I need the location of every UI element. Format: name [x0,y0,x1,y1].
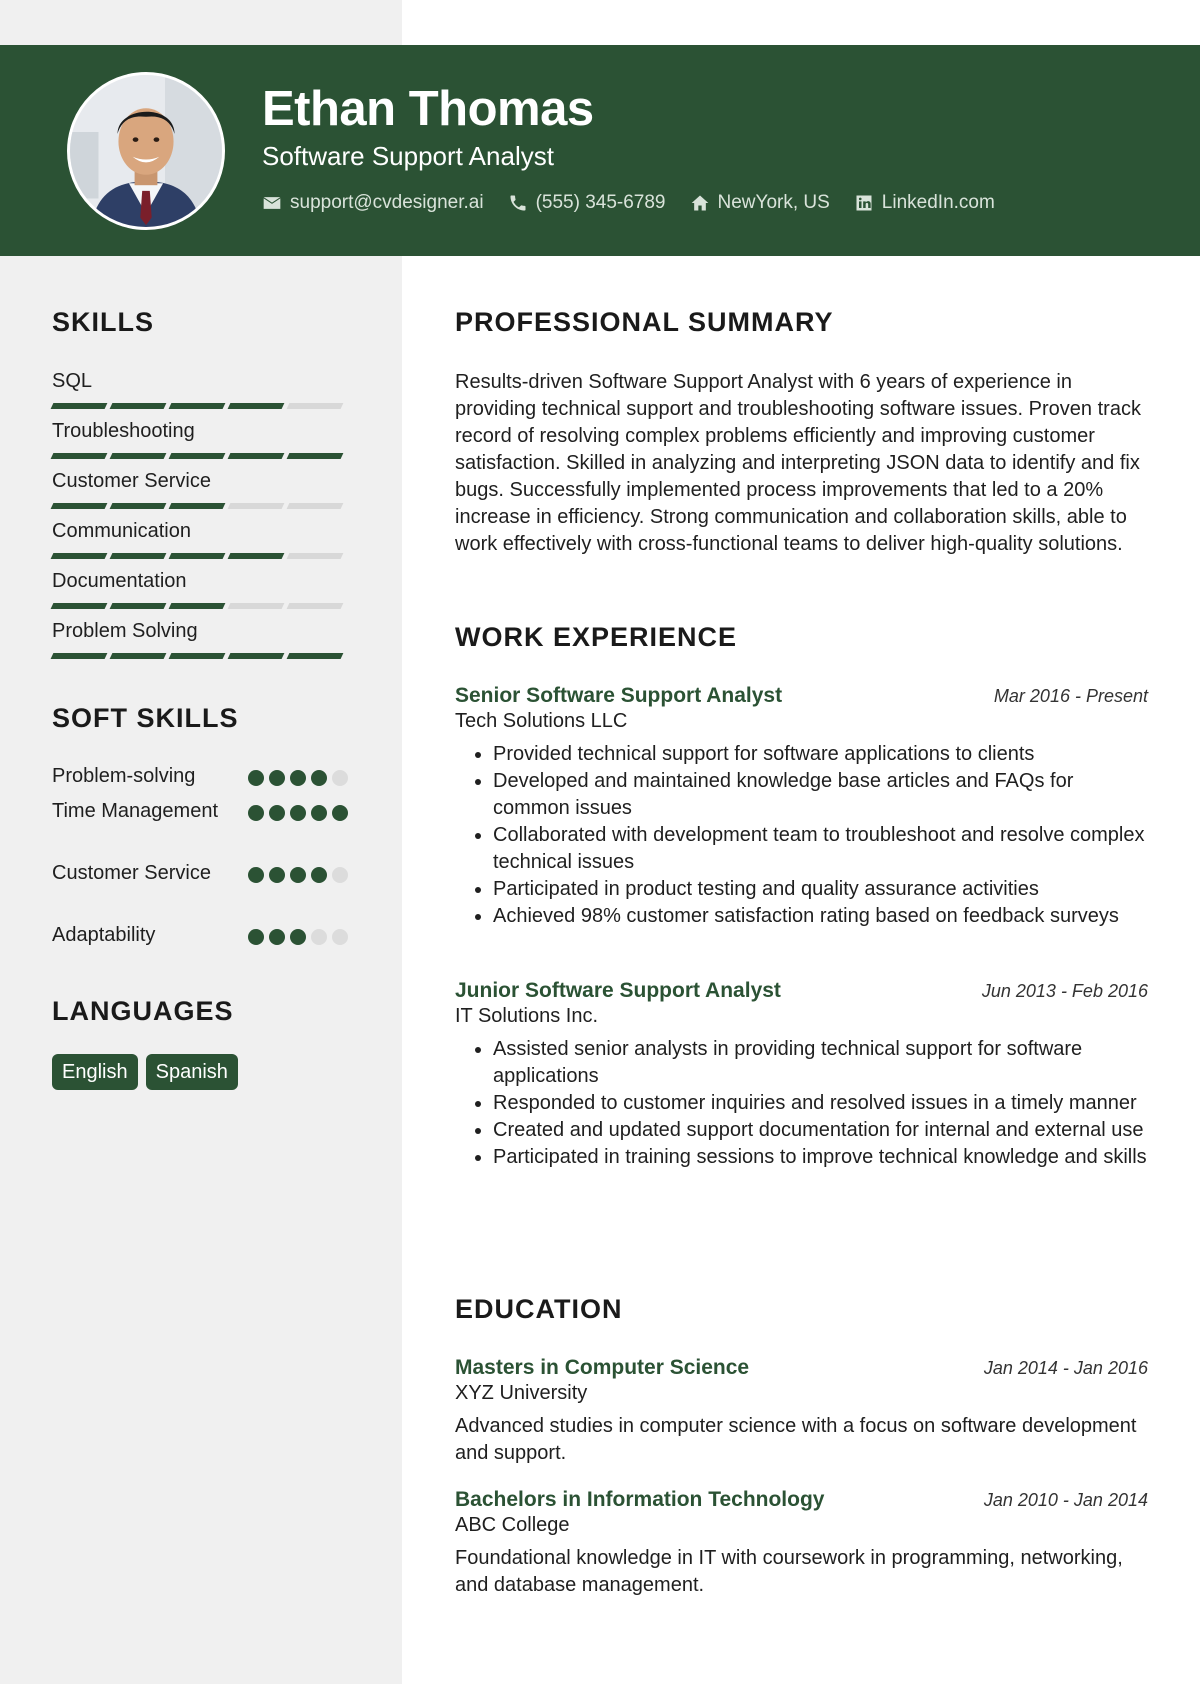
job-header [455,684,1148,708]
job-company: Tech Solutions LLC [455,710,628,732]
job-bullet: • Created and updated support documentation for internal and external use [493,1117,1148,1144]
soft-skill-label: Time Management [52,800,218,822]
skill-bar-empty [287,603,344,609]
skill-bar-filled [110,553,167,559]
education-dates: Jan 2010 - Jan 2014 [983,1490,1148,1510]
skill-bar-filled [110,653,167,659]
skill-level-bars [52,453,348,459]
skill-item [52,369,348,419]
skill-bar-empty [287,553,344,559]
rating-dot-filled [248,929,264,945]
education-dates: Jan 2014 - Jan 2016 [983,1358,1148,1378]
contact-email[interactable] [262,192,484,214]
job-dates: Mar 2016 - Present [993,686,1148,706]
rating-dot-filled [269,805,285,821]
rating-dot-filled [290,805,306,821]
job-bullets [455,741,1148,930]
rating-dot-filled [290,770,306,786]
skill-bar-filled [51,553,108,559]
contact-linkedin-text: LinkedIn.com [881,192,995,213]
education-entry [455,1356,1148,1467]
job-entry [455,684,1148,930]
job-bullets [455,1036,1148,1171]
skill-bar-filled [228,403,285,409]
soft-skill-level-dots [248,929,348,945]
envelope-icon [262,193,282,213]
education-degree: Bachelors in Information Technology [455,1488,825,1511]
skills-list [52,369,348,669]
soft-skill-item [52,798,348,860]
rating-dot-empty [332,867,348,883]
summary-title: PROFESSIONAL SUMMARY [455,307,834,337]
skill-level-bars [52,553,348,559]
skill-item [52,419,348,469]
skill-bar-filled [110,403,167,409]
skill-bar-filled [169,553,226,559]
soft-skill-item [52,860,348,922]
job-title: Junior Software Support Analyst [455,979,781,1002]
rating-dot-filled [269,770,285,786]
skill-bar-filled [110,503,167,509]
experience-title: WORK EXPERIENCE [455,622,738,652]
home-icon [690,193,710,213]
education-header [455,1356,1148,1380]
person-portrait-icon [70,75,222,227]
skill-bar-filled [51,453,108,459]
skill-bar-filled [169,403,226,409]
skill-bar-empty [228,603,285,609]
skill-bar-filled [169,503,226,509]
languages-list [52,1054,348,1090]
education-title: EDUCATION [455,1294,623,1324]
rating-dot-filled [248,805,264,821]
education-school: XYZ University [455,1382,588,1404]
contact-phone-text: (555) 345-6789 [535,192,666,213]
skill-bar-filled [51,653,108,659]
language-badge: English [52,1054,138,1090]
soft-skill-item [52,763,348,798]
skill-label: Communication [52,520,191,542]
job-bullet: • Provided technical support for software applications to clients [493,741,1148,768]
job-header [455,979,1148,1003]
skill-level-bars [52,603,348,609]
soft-skill-label: Customer Service [52,862,211,884]
rating-dot-filled [269,867,285,883]
education-section [455,1294,1148,1325]
summary-section [455,307,1148,338]
education-degree: Masters in Computer Science [455,1356,750,1379]
job-company: IT Solutions Inc. [455,1005,599,1027]
skill-bar-filled [51,403,108,409]
rating-dot-empty [311,929,327,945]
rating-dot-filled [290,867,306,883]
skill-bar-filled [169,453,226,459]
job-title: Senior Software Support Analyst [455,684,783,707]
phone-icon [508,193,528,213]
rating-dot-filled [311,770,327,786]
education-description: Advanced studies in computer science with a focus on software development and support. [455,1415,1137,1464]
contact-linkedin[interactable] [854,192,995,214]
rating-dot-empty [332,929,348,945]
education-header [455,1488,1148,1512]
soft-skills-title: SOFT SKILLS [52,703,239,733]
skill-bar-filled [110,603,167,609]
rating-dot-filled [269,929,285,945]
skill-label: SQL [52,370,93,392]
soft-skills-list [52,763,348,957]
language-badge: Spanish [146,1054,238,1090]
skill-level-bars [52,403,348,409]
contact-email-text: support@cvdesigner.ai [290,192,484,213]
education-entry [455,1488,1148,1599]
job-bullet: • Participated in training sessions to improve technical knowledge and skills [493,1144,1148,1171]
skill-bar-filled [169,653,226,659]
skill-bar-filled [51,503,108,509]
job-bullet: • Assisted senior analysts in providing technical support for software applications [493,1036,1148,1090]
contact-list [262,192,995,214]
soft-skill-level-dots [248,805,348,821]
skill-item [52,519,348,569]
profile-photo [67,72,225,230]
rating-dot-filled [311,805,327,821]
candidate-name: Ethan Thomas [262,82,594,136]
job-dates: Jun 2013 - Feb 2016 [981,981,1148,1001]
skill-level-bars [52,653,348,659]
education-description: Foundational knowledge in IT with coursework in programming, networking, and database management. [455,1547,1123,1596]
soft-skill-level-dots [248,867,348,883]
skills-section [52,307,348,338]
skill-label: Troubleshooting [52,420,195,442]
candidate-role: Software Support Analyst [262,141,554,171]
job-bullet: • Collaborated with development team to troubleshoot and resolve complex technical issues [493,822,1148,876]
education-school: ABC College [455,1514,570,1536]
job-bullet: • Responded to customer inquiries and resolved issues in a timely manner [493,1090,1148,1117]
rating-dot-filled [248,867,264,883]
skill-bar-filled [228,453,285,459]
skill-bar-filled [228,653,285,659]
summary-text: Results-driven Software Support Analyst with 6 years of experience in providing technical support and troubleshooting software issues. Proven track record of resolving complex problems efficiently and improving customer satisfaction. Skilled in analyzing and interpreting JSON data to identify and fix bugs. Successfully implemented process improvements that led to a 20% increase in efficiency. Strong communication and collaboration skills, able to work effectively with cross-functional teams to deliver high-quality solutions. [455,371,1141,555]
skill-bar-filled [110,453,167,459]
skill-bar-filled [51,603,108,609]
header-banner [0,45,1200,256]
skill-item [52,569,348,619]
job-bullet: • Participated in product testing and quality assurance activities [493,876,1148,903]
experience-section [455,622,1148,653]
rating-dot-filled [332,805,348,821]
contact-location [690,192,830,214]
soft-skill-label: Adaptability [52,924,156,946]
skills-title: SKILLS [52,307,155,337]
job-bullet: • Achieved 98% customer satisfaction rating based on feedback surveys [493,903,1148,930]
rating-dot-empty [332,770,348,786]
job-bullet: • Developed and maintained knowledge base articles and FAQs for common issues [493,768,1148,822]
skill-bar-filled [228,553,285,559]
skill-item [52,619,348,669]
languages-section [52,996,348,1027]
skill-bar-empty [228,503,285,509]
soft-skill-level-dots [248,770,348,786]
skill-bar-filled [287,653,344,659]
contact-location-text: NewYork, US [717,192,830,213]
rating-dot-filled [290,929,306,945]
languages-title: LANGUAGES [52,996,234,1026]
soft-skill-label: Problem-solving [52,765,196,787]
soft-skills-section [52,703,348,734]
rating-dot-filled [311,867,327,883]
skill-bar-filled [287,453,344,459]
job-entry [455,979,1148,1171]
skill-label: Customer Service [52,470,211,492]
contact-phone[interactable] [508,192,666,214]
skill-bar-filled [169,603,226,609]
skill-bar-empty [287,503,344,509]
linkedin-icon [854,193,874,213]
skill-label: Problem Solving [52,620,198,642]
soft-skill-item [52,922,348,957]
rating-dot-filled [248,770,264,786]
skill-item [52,469,348,519]
skill-label: Documentation [52,570,187,592]
skill-level-bars [52,503,348,509]
skill-bar-empty [287,403,344,409]
